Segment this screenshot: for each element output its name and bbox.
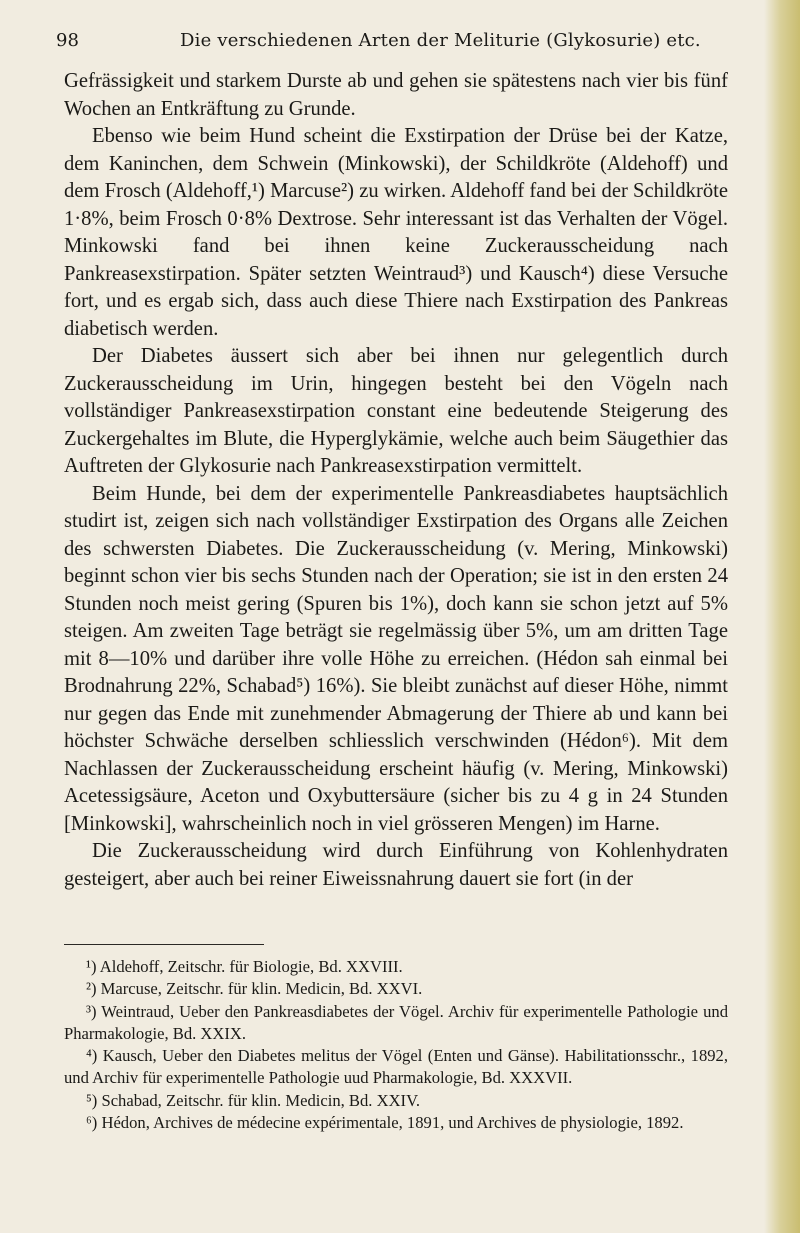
footnote: ⁶) Hédon, Archives de médecine expérimentale, 1891, und Archives de physiologie, 1892. bbox=[86, 1113, 684, 1133]
footnote: ⁵) Schabad, Zeitschr. für klin. Medicin, Bd. XXIV. bbox=[86, 1090, 421, 1110]
page-edge-shadow bbox=[764, 0, 800, 1233]
footnote: ¹) Aldehoff, Zeitschr. für Biologie, Bd. XXVIII. bbox=[86, 957, 403, 976]
footnotes bbox=[64, 956, 728, 1134]
footnote: ³) Weintraud, Ueber den Pankreasdiabetes der Vögel. Archiv für experimentelle Pathologie und Pharmakologie, Bd. XXIX. bbox=[64, 1001, 728, 1043]
running-title: Die verschiedenen Arten der Meliturie (Glykosurie) etc. bbox=[180, 30, 701, 51]
paragraph: Die Zuckerausscheidung wird durch Einführung von Kohlenhydraten gesteigert, aber auch bei reiner Eiweissnahrung dauert sie fort (in der bbox=[64, 840, 728, 890]
body-text bbox=[64, 68, 728, 893]
paragraph: Der Diabetes äussert sich aber bei ihnen nur gelegentlich durch Zuckerausscheidung im Urin, hingegen besteht bei den Vögeln nach vollständiger Pankreasexstirpation constant eine bedeutende Steigerung des Zuckergehaltes im Blute, die Hyperglykämie, welche auch beim Säugethier das Auftreten der Glykosurie nach Pankreasexstirpation vermittelt. bbox=[64, 345, 728, 477]
paragraph: Ebenso wie beim Hund scheint die Exstirpation der Drüse bei der Katze, dem Kaninchen, dem Schwein (Minkowski), der Schildkröte (Aldehoff) und dem Frosch (Aldehoff,¹) Marcuse²) zu wirken. Aldehoff fand bei der Schildkröte 1·8%, beim Frosch 0·8% Dextrose. Sehr interessant ist das Verhalten der Vögel. Minkowski fand bei ihnen keine Zuckerausscheidung nach Pankreasexstirpation. Später setzten Weintraud³) und Kausch⁴) diese Versuche fort, und es ergab sich, dass auch diese Thiere nach Exstirpation des Pankreas diabetisch werden. bbox=[64, 125, 728, 340]
footnote: ⁴) Kausch, Ueber den Diabetes melitus der Vögel (Enten und Gänse). Habilitationsschr., 1892, und Archiv für experimentelle Pathologie uud Pharmakologie, Bd. XXXVII. bbox=[64, 1046, 728, 1088]
footnote: ²) Marcuse, Zeitschr. für klin. Medicin, Bd. XXVI. bbox=[86, 979, 423, 999]
paragraph: Beim Hunde, bei dem der experimentelle Pankreasdiabetes hauptsächlich studirt ist, zeigen sich nach vollständiger Exstirpation des Organs alle Zeichen des schwersten Diabetes. Die Zuckerausscheidung (v. Mering, Minkowski) beginnt schon vier bis sechs Stunden nach der Operation; sie ist in den ersten 24 Stunden noch meist gering (Spuren bis 1%), doch kann sie schon jetzt auf 5% steigen. Am zweiten Tage beträgt sie regelmässig über 5%, um am dritten Tage mit 8—10% und darüber ihre volle Höhe zu erreichen. (Hédon sah einmal bei Brodnahrung 22%, Schabad⁵) 16%). Sie bleibt zunächst auf dieser Höhe, nimmt nur gegen das Ende mit zunehmender Abmagerung der Thiere ab und kann bei höchster Schwäche derselben schliesslich verschwinden (Hédon⁶). Mit dem Nachlassen der Zuckerausscheidung erscheint häufig (v. Mering, Minkowski) Acetessigsäure, Aceton und Oxybuttersäure (sicher bis zu 4 g in 24 Stunden [Minkowski], wahrscheinlich noch in viel grösseren Mengen) im Harne. bbox=[64, 482, 728, 835]
page-header bbox=[56, 30, 726, 58]
page-number: 98 bbox=[56, 30, 79, 51]
footnote-divider bbox=[64, 944, 264, 945]
paragraph: Gefrässigkeit und starkem Durste ab und gehen sie spätestens nach vier bis fünf Wochen an Entkräftung zu Grunde. bbox=[64, 70, 728, 120]
